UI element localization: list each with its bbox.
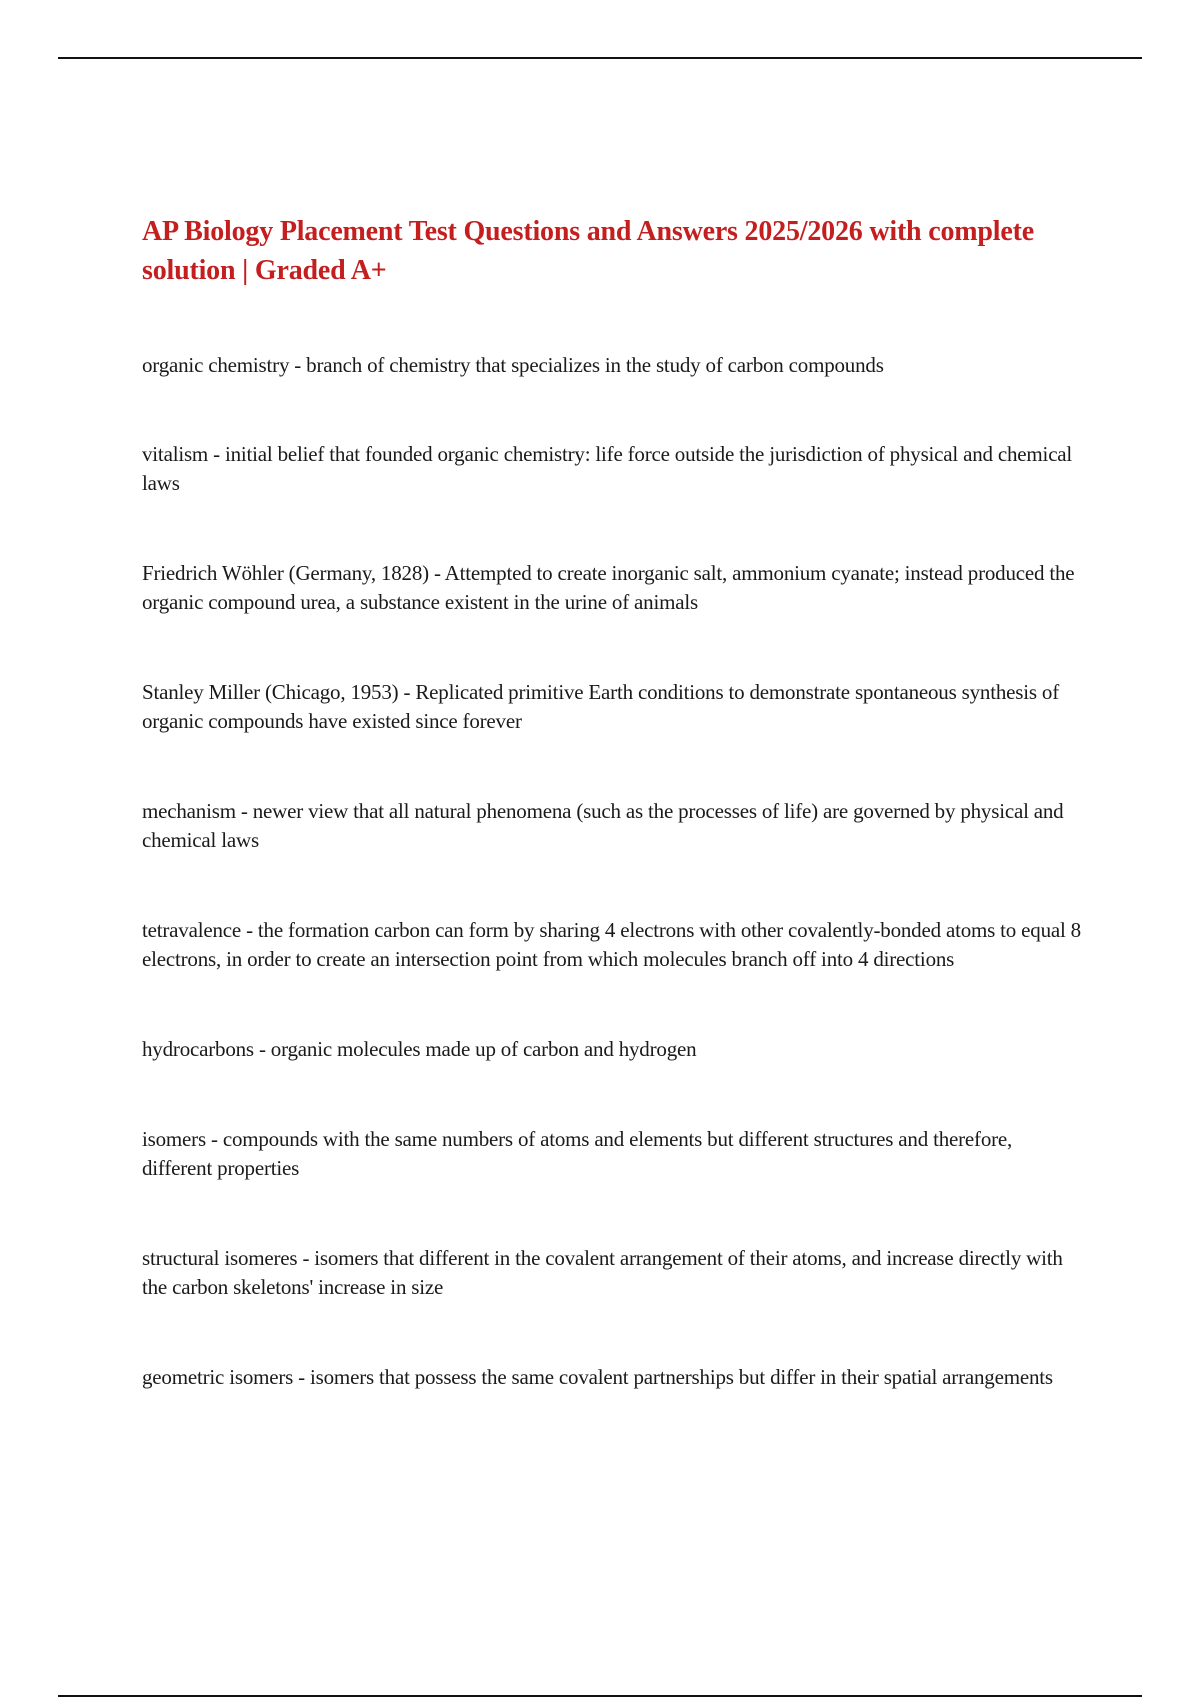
term-list bbox=[142, 351, 1082, 1392]
header-rule bbox=[58, 57, 1142, 59]
term-entry: geometric isomers - isomers that possess the same covalent partnerships but differ in their spatial arrangements bbox=[142, 1365, 1053, 1389]
document-body bbox=[142, 212, 1082, 1392]
term-entry: mechanism - newer view that all natural phenomena (such as the processes of life) are governed by physical and chemical laws bbox=[142, 799, 1064, 852]
term-entry: tetravalence - the formation carbon can form by sharing 4 electrons with other covalently-bonded atoms to equal 8 electrons, in order to create an intersection point from which molecules branch off into 4 directions bbox=[142, 918, 1081, 971]
term-entry: vitalism - initial belief that founded organic chemistry: life force outside the jurisdiction of physical and chemical laws bbox=[142, 442, 1073, 495]
term-entry: Stanley Miller (Chicago, 1953) - Replicated primitive Earth conditions to demonstrate spontaneous synthesis of organic compounds have existed since forever bbox=[142, 680, 1059, 733]
term-entry: isomers - compounds with the same numbers of atoms and elements but different structures and therefore, different properties bbox=[142, 1127, 1013, 1180]
term-entry: structural isomeres - isomers that different in the covalent arrangement of their atoms, and increase directly with the carbon skeletons' increase in size bbox=[142, 1246, 1063, 1299]
term-entry: hydrocarbons - organic molecules made up of carbon and hydrogen bbox=[142, 1037, 697, 1061]
term-entry: organic chemistry - branch of chemistry that specializes in the study of carbon compounds bbox=[142, 353, 884, 377]
document-title: AP Biology Placement Test Questions and Answers 2025/2026 with complete solution | Graded A+ bbox=[142, 216, 1034, 286]
footer-rule bbox=[58, 1695, 1142, 1697]
term-entry: Friedrich Wöhler (Germany, 1828) - Attempted to create inorganic salt, ammonium cyanate; instead produced the organic compound urea, a substance existent in the urine of animals bbox=[142, 561, 1075, 614]
